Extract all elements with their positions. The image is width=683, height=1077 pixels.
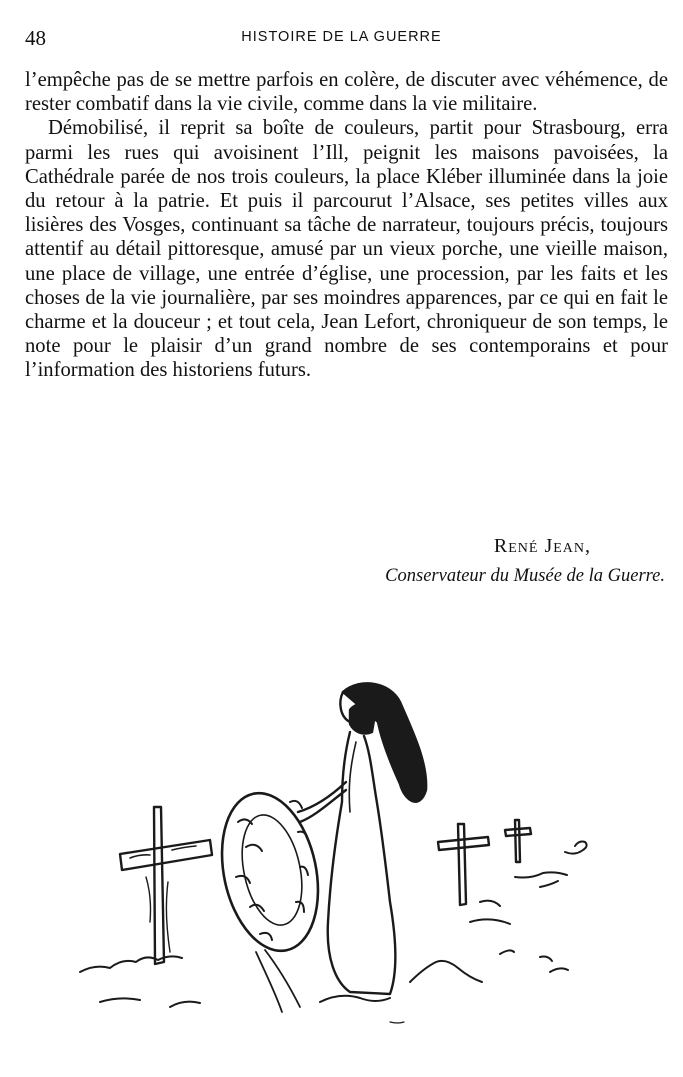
signature-name: René Jean, xyxy=(493,535,591,557)
right-crosses xyxy=(438,820,531,905)
signature-role: Conservateur du Musée de la Guerre. xyxy=(385,566,665,586)
paragraph-continued: l’empêche pas de se mettre parfois en colère, de discuter avec véhémence, de rester combatif dans la vie civile, comme dans la vie militaire. xyxy=(25,69,668,116)
mourning-woman xyxy=(298,683,426,994)
page-number: 48 xyxy=(25,26,46,50)
wreath xyxy=(208,784,331,1012)
left-cross xyxy=(120,807,212,964)
body-text xyxy=(25,68,668,383)
paragraph-demobilise: Démobilisé, il reprit sa boîte de couleurs, partit pour Strasbourg, erra parmi les rues qui avoisinent l’Ill, peignit les maisons pavoisées, la Cathédrale parée de nos trois couleurs, la place Kléber illuminée dans la joie du retour à la patrie. Et puis il parcourut l’Alsace, ses petites villes aux lisières des Vosges, continuant sa tâche de narrateur, toujours précis, toujours attentif au détail pittoresque, amusé par un vieux porche, une vieille maison, une place de village, une entrée d’église, une procession, par les faits et les choses de la vie journalière, par ses moindres apparences, par ce qui en fait le charme et la douceur ; et tout cela, Jean Lefort, chroniqueur de son temps, le note pour le plaisir d’un grand nombre de ses contemporains et pour l’information des historiens futurs. xyxy=(25,117,668,382)
grave-wreath-illustration xyxy=(60,672,620,1032)
running-head: HISTOIRE DE LA GUERRE xyxy=(241,29,442,45)
